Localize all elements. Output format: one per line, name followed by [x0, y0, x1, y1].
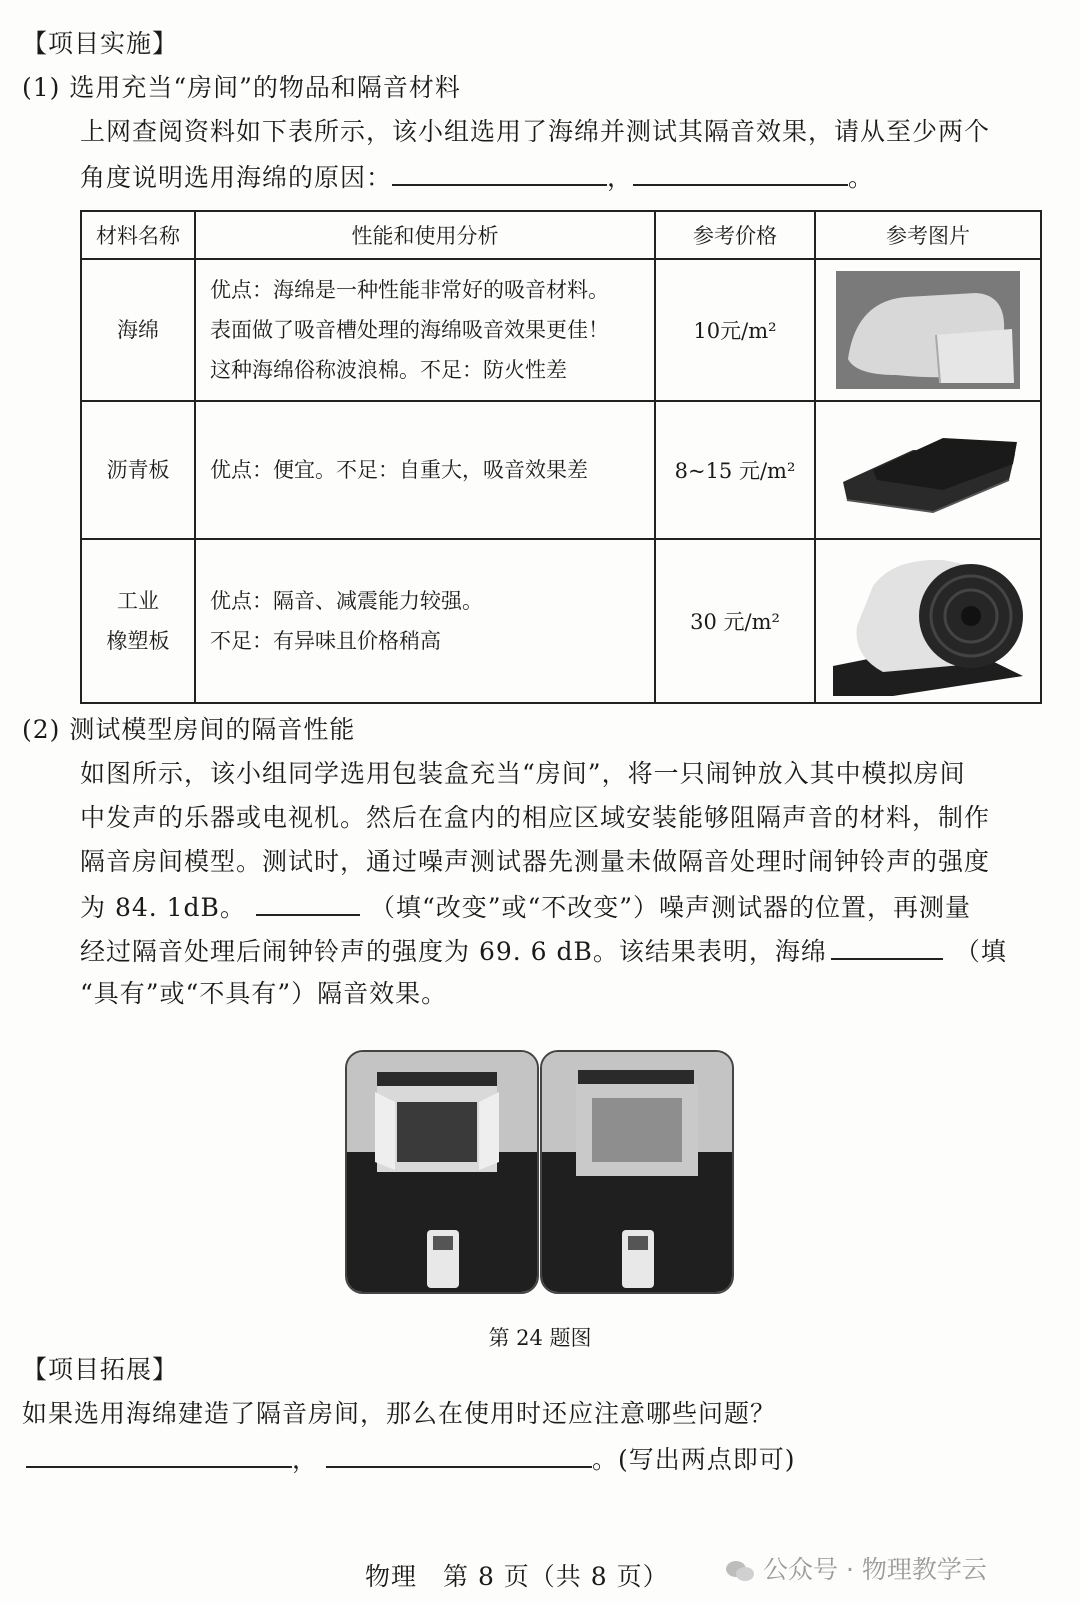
comma: ，	[607, 163, 634, 192]
material-performance: 优点：海绵是一种性能非常好的吸音材料。 表面做了吸音槽处理的海绵吸音效果更佳！ 这种海绵俗称波浪棉。不足：防火性差	[195, 259, 655, 401]
table-header-row	[81, 211, 1041, 259]
material-name: 工业 橡塑板	[81, 539, 195, 703]
question-2-line-4: 为 84. 1dB。 （填“改变”或“不改变”）噪声测试器的位置，再测量	[80, 888, 971, 926]
header-performance: 性能和使用分析	[195, 211, 655, 259]
page-footer: 物理 第 8 页（共 8 页）	[365, 1562, 669, 1591]
question-1-line-1: 上网查阅资料如下表所示，该小组选用了海绵并测试其隔音效果，请从至少两个	[80, 117, 991, 146]
extend-question: 如果选用海绵建造了隔音房间，那么在使用时还应注意哪些问题？	[22, 1399, 777, 1428]
answer-blank-effect[interactable]	[831, 932, 943, 960]
section-implement-heading: 【项目实施】	[22, 29, 179, 58]
material-picture	[815, 401, 1041, 539]
material-performance: 优点：便宜。不足：自重大，吸音效果差	[195, 401, 655, 539]
figure-box-closed	[540, 1050, 734, 1294]
material-picture	[815, 539, 1041, 703]
answer-blank-issue-1[interactable]	[26, 1440, 292, 1468]
question-2-heading: (2) 测试模型房间的隔音性能	[22, 715, 356, 744]
answer-blank-position[interactable]	[256, 888, 360, 916]
rubber-roll-photo	[833, 546, 1023, 696]
answer-blank-reason-2[interactable]	[633, 158, 848, 186]
answer-blank-reason-1[interactable]	[392, 158, 607, 186]
header-material-name: 材料名称	[81, 211, 195, 259]
material-picture	[815, 259, 1041, 401]
answer-blank-issue-2[interactable]	[326, 1440, 592, 1468]
table-row	[81, 539, 1041, 703]
question-2-line-3: 隔音房间模型。测试时，通过噪声测试器先测量未做隔音处理时闹钟铃声的强度	[80, 847, 991, 876]
figure-caption: 第 24 题图	[488, 1326, 592, 1350]
asphalt-sheet-photo	[833, 420, 1023, 520]
watermark	[725, 1550, 987, 1586]
material-price: 10元/m²	[655, 259, 815, 401]
material-performance: 优点：隔音、减震能力较强。 不足：有异味且价格稍高	[195, 539, 655, 703]
header-price: 参考价格	[655, 211, 815, 259]
question-2-line-6: “具有”或“不具有”）隔音效果。	[80, 979, 448, 1008]
figure-box-with-foam	[345, 1050, 539, 1294]
header-picture: 参考图片	[815, 211, 1041, 259]
table-row	[81, 259, 1041, 401]
foam-photo	[836, 271, 1020, 389]
question-1-prompt: 角度说明选用海绵的原因：	[80, 163, 393, 192]
table-row	[81, 401, 1041, 539]
question-2-line-5: 经过隔音处理后闹钟铃声的强度为 69. 6 dB。该结果表明，海绵 （填	[80, 932, 1007, 970]
wechat-icon	[725, 1559, 755, 1583]
material-price: 30 元/m²	[655, 539, 815, 703]
extend-answer-line: ， 。(写出两点即可)	[26, 1440, 796, 1478]
material-name: 海绵	[81, 259, 195, 401]
question-1-line-2	[80, 158, 874, 196]
materials-table	[80, 210, 1042, 704]
material-price: 8~15 元/m²	[655, 401, 815, 539]
watermark-text: 公众号 · 物理教学云	[763, 1555, 987, 1584]
question-1-heading: (1) 选用充当“房间”的物品和隔音材料	[22, 73, 461, 102]
question-2-line-2: 中发声的乐器或电视机。然后在盒内的相应区域安装能够阻隔声音的材料，制作	[80, 803, 991, 832]
section-extend-heading: 【项目拓展】	[22, 1355, 179, 1384]
material-name: 沥青板	[81, 401, 195, 539]
period: 。	[848, 163, 875, 192]
question-2-line-1: 如图所示，该小组同学选用包装盒充当“房间”，将一只闹钟放入其中模拟房间	[80, 759, 966, 788]
